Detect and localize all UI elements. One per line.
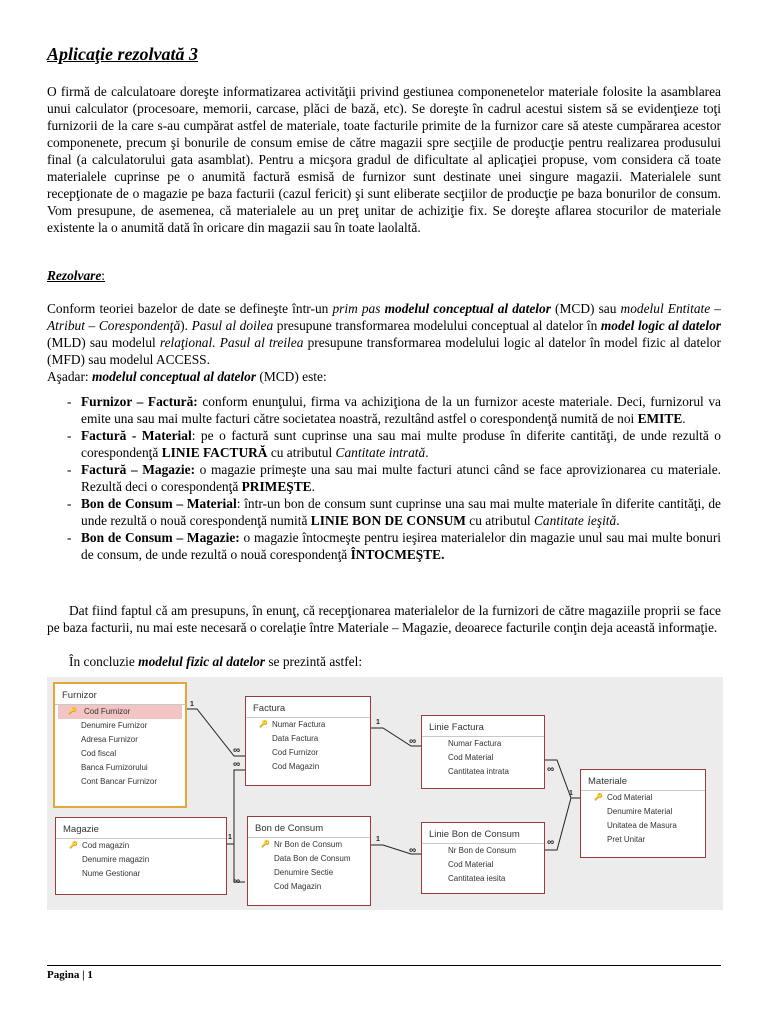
table-field[interactable]: Denumire magazin <box>82 855 150 864</box>
one-label: 1 <box>376 836 380 843</box>
table-field[interactable]: Cod fiscal <box>81 749 117 758</box>
rezolvare-heading: Rezolvare: <box>47 268 106 283</box>
table-title: Furnizor <box>55 684 185 705</box>
table-field[interactable]: Cod Material <box>448 860 494 869</box>
many-label: ∞ <box>233 759 241 770</box>
table-title: Bon de Consum <box>248 817 370 838</box>
page-number: Pagina | 1 <box>47 969 93 981</box>
table-field[interactable]: 🔑 Cod Material <box>594 793 653 802</box>
table-materiale[interactable] <box>580 769 706 858</box>
relationships-diagram <box>47 677 723 910</box>
table-field[interactable]: 🔑 Cod Furnizor <box>58 705 182 719</box>
table-bon-consum[interactable] <box>247 816 371 906</box>
table-field[interactable]: Cantitatea iesita <box>448 874 506 883</box>
table-linie-bon-consum[interactable] <box>421 822 545 894</box>
table-field[interactable]: Unitatea de Masura <box>607 821 677 830</box>
key-icon: 🔑 <box>259 721 268 728</box>
many-label: ∞ <box>409 736 417 747</box>
many-label: ∞ <box>547 764 555 775</box>
table-field[interactable]: Nr Bon de Consum <box>448 846 517 855</box>
one-label: 1 <box>228 834 232 841</box>
list-item: - Bon de Consum – Magazie: o magazie întocmeşte pentru ieşirea materialelor din magazie unul sau mai multe bonuri de consum, de unde rezultă o nouă corespondenţă ÎNTOCMEŞTE. <box>67 530 722 562</box>
list-item: - Bon de Consum – Material: într-un bon de consum sunt cuprinse una sau mai multe materiale în diferite cantităţi, de unde rezultă o nouă corespondenţă numită LINIE BON DE CONSUM cu atributul Cantitate ieşită. <box>67 496 722 528</box>
table-field[interactable]: Pret Unitar <box>607 835 646 844</box>
key-icon: 🔑 <box>69 842 78 849</box>
list-item: - Factură – Magazie: o magazie primeşte una sau mai multe facturi atunci când se face aprovizionarea cu materiale. Rezultă deci o corespondenţă PRIMEŞTE. <box>67 462 721 494</box>
key-icon: 🔑 <box>261 841 270 848</box>
table-field[interactable]: Banca Furnizorului <box>81 763 148 772</box>
table-field[interactable]: Cod Magazin <box>272 762 320 771</box>
one-label: 1 <box>569 790 573 797</box>
correspondence-list <box>47 393 721 563</box>
many-label: ∞ <box>233 876 241 887</box>
method-paragraph: Conform teoriei bazelor de date se defineşte într-un prim pas modelul conceptual al datelor (MCD) sau modelul Entitate – Atribut – Corespondenţă). Pasul al doilea presupune transformarea modelului conceptual al datelor în model logic al datelor (MLD) sau modelul relaţional. Pasul al treilea presupune transformarea modelului logic al datelor în model fizic al datelor (MFD) sau modelul ACCESS. Aşadar: modelul conceptual al datelor (MCD) este: <box>47 301 722 384</box>
table-field[interactable]: Cont Bancar Furnizor <box>81 777 158 786</box>
table-field[interactable]: Nume Gestionar <box>82 869 141 878</box>
list-item: - Furnizor – Factură: conform enunţului, firma va achiziţiona de la un furnizor aceste materiale. Deci, furnizorul va emite una sau mai multe facturi către societatea noastră, rezultând astfel o corespondenţă numită de noi EMITE. <box>67 394 721 426</box>
page-title: Aplicaţie rezolvată 3 <box>47 44 198 64</box>
table-title: Magazie <box>56 818 226 839</box>
table-field[interactable]: 🔑 Cod magazin <box>69 841 130 850</box>
table-linie-factura[interactable] <box>421 715 545 789</box>
table-field[interactable]: Cod Furnizor <box>272 748 319 757</box>
one-label: 1 <box>190 701 194 708</box>
table-field[interactable]: 🔑 Nr Bon de Consum <box>261 840 343 849</box>
table-furnizor[interactable] <box>53 682 187 808</box>
key-icon: 🔑 <box>594 794 603 801</box>
rel-magazie-factura <box>226 770 245 844</box>
table-field[interactable]: Data Bon de Consum <box>274 854 351 863</box>
table-field[interactable]: Denumire Material <box>607 807 673 816</box>
table-field[interactable]: Adresa Furnizor <box>81 735 138 744</box>
table-field[interactable]: Cod Material <box>448 753 494 762</box>
table-title: Factura <box>246 697 370 718</box>
table-field[interactable]: Data Factura <box>272 734 319 743</box>
table-title: Linie Factura <box>422 716 544 737</box>
intro-paragraph: O firmă de calculatoare doreşte informatizarea activităţii privind gestiunea componenetelor materiale folosite la asamblarea unui calculator (procesoare, memorii, carcase, plăci de bază, etc). Se doreşte în cadrul acestui sistem să se evidenţieze toţi furnizorii de la care s-au cumpărat astfel de materiale, toate facturile primite de la furnizor care să ateste cumpărarea acestor componenete, precum şi bonurile de consum emise de către magazii spre secţiile de producţie pentru realizarea produsului final (a calculatorului gata asamblat). Pentru a micşora gradul de dificultate al aplicaţiei propuse, vom considera că toate materialele cuprinse pe o anumită factură esmisă de furnizor sunt destinate unei singure magazii. Materialele sunt recepţionate de o magazie pe baza facturii (cazul fericit) şi sunt eliberate secţiilor de producţie pe baza bonurilor de consum. Vom presupune, de asemenea, că materialele au un preţ unitar de achiziţie fix. Se doreşte aflarea stocurilor de materiale existente la o anumită dată în oricare din magazii sau în toate laolaltă. <box>47 84 721 235</box>
table-field[interactable]: Denumire Furnizor <box>81 721 148 730</box>
key-icon: 🔑 <box>68 708 77 715</box>
table-title: Linie Bon de Consum <box>422 823 544 844</box>
table-field[interactable]: Cod Magazin <box>274 882 322 891</box>
many-label: ∞ <box>547 837 555 848</box>
table-field[interactable]: Denumire Sectie <box>274 868 334 877</box>
many-label: ∞ <box>409 845 417 856</box>
table-field[interactable]: 🔑 Numar Factura <box>259 720 326 729</box>
list-item: - Factură - Material: pe o factură sunt cuprinse una sau mai multe produse în diferite cantităţi, de unde rezultă o corespondenţă LINIE FACTURĂ cu atributul Cantitate intrată. <box>67 428 721 460</box>
conclusion-paragraph: Dat fiind faptul că am presupuns, în enunţ, că recepţionarea materialelor de la furnizori de către magaziile proprii se face pe baza facturii, nu mai este necesară o corelaţie între Materiale – Magazie, deoarece facturile conţin deja această informaţie. <box>47 603 721 635</box>
table-magazie[interactable] <box>55 817 227 895</box>
one-label: 1 <box>376 719 380 726</box>
table-title: Materiale <box>581 770 705 791</box>
table-field[interactable]: Cantitatea intrata <box>448 767 509 776</box>
table-field[interactable]: Numar Factura <box>448 739 502 748</box>
many-label: ∞ <box>233 745 241 756</box>
physical-model-intro: În concluzie modelul fizic al datelor se prezintă astfel: <box>69 654 363 669</box>
table-factura[interactable] <box>245 696 371 786</box>
footer-divider <box>47 965 721 966</box>
